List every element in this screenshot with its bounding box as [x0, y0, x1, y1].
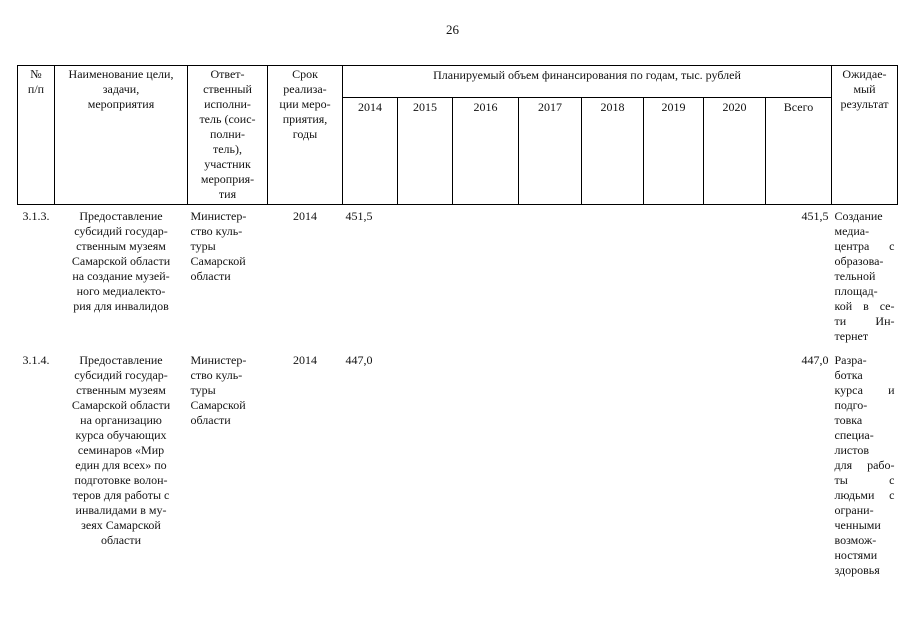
- result-line: ченными: [834, 518, 881, 532]
- header-term: Срок реализа- ции меро- приятия, годы: [268, 66, 343, 205]
- result-line: Разра-: [834, 353, 867, 367]
- result-line: людьми с: [834, 488, 895, 502]
- row-value-2014: 451,5: [345, 209, 373, 223]
- result-line: листов: [834, 443, 869, 457]
- row-value-2019: [644, 205, 704, 350]
- result-line: образова-: [834, 254, 884, 268]
- row-value-2017: [519, 205, 582, 350]
- financing-table: [17, 65, 898, 593]
- result-line: кой в се-: [834, 299, 895, 313]
- row-value-2015: [398, 205, 453, 350]
- header-total: Всего: [766, 97, 832, 204]
- result-line: ты с: [834, 473, 895, 487]
- row-value-2019: [644, 349, 704, 593]
- header-year-2019: 2019: [644, 97, 704, 204]
- result-line: Создание: [834, 209, 883, 223]
- result-line: центра с: [834, 239, 895, 253]
- result-line: здоровья: [834, 563, 880, 577]
- row-num: 3.1.4.: [22, 353, 50, 367]
- page-number: 26: [446, 22, 459, 37]
- row-value-2017: [519, 349, 582, 593]
- row-value-2020: [704, 205, 766, 350]
- row-responsible: Министер- ство куль- туры Самарской области: [190, 353, 247, 427]
- row-responsible: Министер- ство куль- туры Самарской области: [190, 209, 247, 283]
- row-total: 451,5: [801, 209, 829, 223]
- result-line: для рабо-: [834, 458, 895, 472]
- header-year-2014: 2014: [343, 97, 398, 204]
- row-value-2018: [582, 205, 644, 350]
- result-line: площад-: [834, 284, 878, 298]
- row-name: Предоставление субсидий государ- ственным музеям Самарской области на организацию курса обучающих семинаров «Мир един для всех» по подготовке волон- теров для работы с инвалидами в му- зеях Самарской области: [71, 353, 171, 547]
- row-value-2014: 447,0: [345, 353, 373, 367]
- row-value-2015: [398, 349, 453, 593]
- row-value-2016: [453, 205, 519, 350]
- header-funding: Планируемый объем финансирования по годам, тыс. рублей: [343, 66, 832, 98]
- row-value-2018: [582, 349, 644, 593]
- result-line: курса и: [834, 383, 895, 397]
- result-line: ограни-: [834, 503, 874, 517]
- header-name: Наименование цели, задачи, мероприятия: [55, 66, 188, 205]
- row-value-2016: [453, 349, 519, 593]
- row-name: Предоставление субсидий государ- ственным музеям Самарской области на создание музей- ного медиалекто- рия для инвалидов: [71, 209, 171, 313]
- header-year-2020: 2020: [704, 97, 766, 204]
- row-total: 447,0: [801, 353, 829, 367]
- result-line: тернет: [834, 329, 869, 343]
- result-line: специа-: [834, 428, 874, 442]
- row-num: 3.1.3.: [22, 209, 50, 223]
- result-line: товка: [834, 413, 863, 427]
- header-num: № п/п: [18, 66, 55, 205]
- result-line: тельной: [834, 269, 876, 283]
- header-responsible: Ответ- ственный исполни- тель (соис- полни- тель), участник мероприя- тия: [188, 66, 268, 205]
- result-line: ботка: [834, 368, 863, 382]
- result-line: ти Ин-: [834, 314, 895, 328]
- table-row: [18, 349, 898, 593]
- row-result: [832, 205, 898, 350]
- result-line: медиа-: [834, 224, 870, 238]
- row-value-2020: [704, 349, 766, 593]
- row-result: [832, 349, 898, 593]
- row-term: 2014: [293, 209, 317, 223]
- header-year-2016: 2016: [453, 97, 519, 204]
- header-year-2015: 2015: [398, 97, 453, 204]
- row-term: 2014: [293, 353, 317, 367]
- result-line: ностями: [834, 548, 878, 562]
- header-year-2017: 2017: [519, 97, 582, 204]
- header-year-2018: 2018: [582, 97, 644, 204]
- table-row: [18, 205, 898, 350]
- result-line: подго-: [834, 398, 868, 412]
- header-result: Ожидае- мый результат: [832, 66, 898, 205]
- result-line: возмож-: [834, 533, 877, 547]
